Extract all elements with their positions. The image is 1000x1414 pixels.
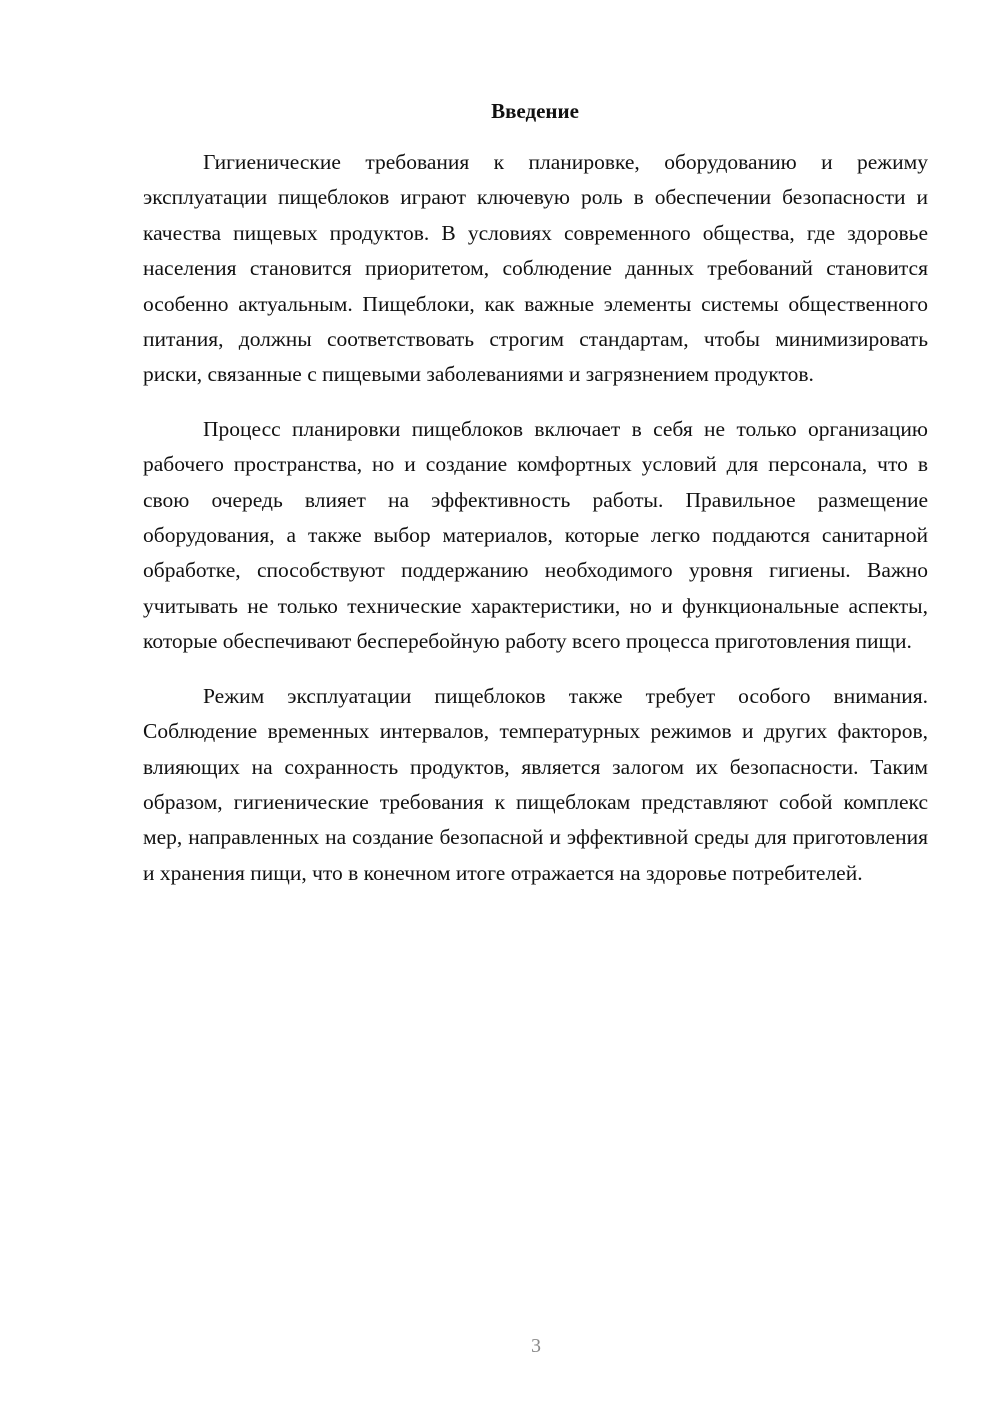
page-number: 3	[531, 1335, 541, 1357]
paragraph-1: Гигиенические требования к планировке, оборудованию и режиму эксплуатации пищеблоков играют ключевую роль в обеспечении безопасности и качества пищевых продуктов. В условиях современного общества, где здоровье населения становится приоритетом, соблюдение данных требований становится особенно актуальным. Пищеблоки, как важные элементы системы общественного питания, должны соответствовать строгим стандартам, чтобы минимизировать риски, связанные с пищевыми заболеваниями и загрязнением продуктов.	[143, 150, 928, 387]
page-title: Введение	[491, 99, 579, 123]
paragraph-3: Режим эксплуатации пищеблоков также требует особого внимания. Соблюдение временных интервалов, температурных режимов и других факторов, влияющих на сохранность продуктов, является залогом их безопасности. Таким образом, гигиенические требования к пищеблокам представляют собой комплекс мер, направленных на создание безопасной и эффективной среды для приготовления и хранения пищи, что в конечном итоге отражается на здоровье потребителей.	[143, 683, 928, 885]
document-body	[143, 145, 928, 891]
paragraph-2: Процесс планировки пищеблоков включает в себя не только организацию рабочего пространства, но и создание комфортных условий для персонала, что в свою очередь влияет на эффективность работы. Правильное размещение оборудования, а также выбор материалов, которые легко поддаются санитарной обработке, способствуют поддержанию необходимого уровня гигиены. Важно учитывать не только технические характеристики, но и функциональные аспекты, которые обеспечивают бесперебойную работу всего процесса приготовления пищи.	[143, 416, 928, 654]
